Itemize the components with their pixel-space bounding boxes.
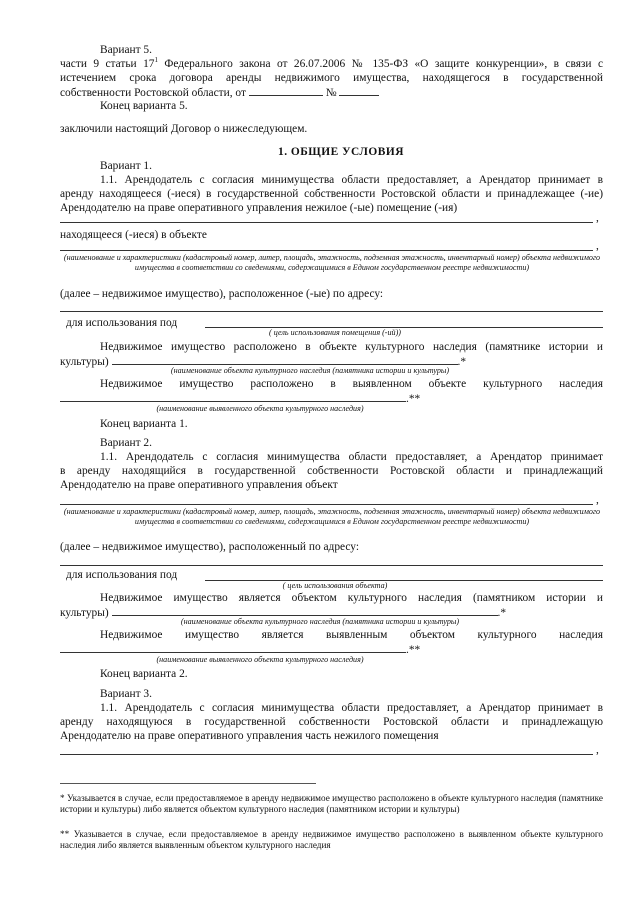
variant5-title: Вариант 5. <box>100 44 152 56</box>
caption-v1-object: (наименование и характеристики (кадастровый номер, литер, площадь, этажность, подземная этажность, инвентарный номер) объекта недвижимого имущества в соответствии со сведениями, содержащимися в Едином государственном реестре недвижимости) <box>63 253 601 272</box>
v1-heritage-star: .* <box>457 356 467 368</box>
variant2-line1: 1.1. Арендодатель с согласия минимущества области предоставляет, а Арендатор принимает <box>100 451 603 463</box>
v2-heritage-b-text: культуры) <box>60 607 109 619</box>
v2-heritage-star: .* <box>497 607 507 619</box>
date-blank[interactable] <box>249 86 323 96</box>
rule-v3-a <box>60 754 593 755</box>
variant1-line3: Арендодателю на праве оперативного управления нежилое (-ые) помещение (-ия) <box>60 202 458 214</box>
variant1-use: для использования под <box>66 317 178 329</box>
heritage-blank-v2[interactable] <box>112 606 498 616</box>
caption-v1-identified: (наименование выявленного объекта культурного наследия) <box>156 404 364 413</box>
variant5-line1 <box>60 58 603 71</box>
v5-p1-sup: 1 <box>154 56 158 65</box>
variant5-line2: истечением срока договора аренды недвижимого имущества, находящегося в государственной <box>60 72 603 84</box>
variant3-line1: 1.1. Арендодатель с согласия минимущества области предоставляет, а Арендатор принимает в <box>100 702 603 714</box>
concluded-text: заключили настоящий Договор о нижеследующем. <box>60 123 308 135</box>
variant2-identified: Недвижимое имущество является выявленным объектом культурного наследия <box>100 629 603 641</box>
variant1-line1: 1.1. Арендодатель с согласия минимущества области предоставляет, а Арендатор принимает в <box>100 174 603 186</box>
rule-v1-b <box>60 250 593 251</box>
identified-blank-v2[interactable] <box>60 643 406 653</box>
caption-v1-heritage: (наименование объекта культурного наследия (памятника истории и культуры) <box>170 366 450 375</box>
variant1-identified: Недвижимое имущество расположено в выявленном объекте культурного наследия <box>100 378 603 390</box>
v5-p1-rest: Федерального закона от 26.07.2006 № 135-ФЗ «О защите конкуренции», в связи с <box>157 58 604 70</box>
variant1-heritage-a: Недвижимое имущество расположено в объекте культурного наследия (памятнике истории и <box>100 341 603 353</box>
comma-v1-a: , <box>596 212 599 224</box>
v5-p3b: № <box>325 87 337 99</box>
caption-v2-identified: (наименование выявленного объекта культурного наследия) <box>156 655 364 664</box>
variant1-end: Конец варианта 1. <box>100 418 188 430</box>
variant2-end: Конец варианта 2. <box>100 668 188 680</box>
section-title: 1. ОБЩИЕ УСЛОВИЯ <box>278 146 404 158</box>
identified-blank-v1[interactable] <box>60 392 406 402</box>
footnote-2: ** Указывается в случае, если предоставляемое в аренду недвижимое имущество расположено в выявленном объекте культурного наследия либо является выявленным объектом культурного наследия <box>60 829 603 850</box>
variant2-line2: в аренду находящийся в государственной собственности Ростовской области и принадлежащий <box>60 465 603 477</box>
variant1-address: (далее – недвижимое имущество), расположенное (-ые) по адресу: <box>60 288 384 300</box>
variant2-heritage-a: Недвижимое имущество является объектом культурного наследия (памятником истории и <box>100 592 603 604</box>
caption-v2-heritage: (наименование объекта культурного наследия (памятника истории и культуры) <box>180 617 460 626</box>
variant5-line3 <box>60 86 379 100</box>
v1-heritage-b-text: культуры) <box>60 356 109 368</box>
variant3-line3: Арендодателю на праве оперативного управления часть нежилого помещения <box>60 730 439 742</box>
variant2-line3: Арендодателю на праве оперативного управления объект <box>60 479 338 491</box>
variant5-end: Конец варианта 5. <box>100 100 188 112</box>
rule-v1-address <box>60 311 603 312</box>
variant2-title: Вариант 2. <box>100 437 152 449</box>
v5-p1: части 9 статьи 17 <box>60 58 155 70</box>
comma-v3-a: , <box>596 744 599 756</box>
v1-identified-star: .** <box>406 393 421 405</box>
comma-v1-b: , <box>596 240 599 252</box>
variant3-line2: аренду находящуюся в государственной собственности Ростовской области и принадлежащую <box>60 716 603 728</box>
number-blank[interactable] <box>339 86 379 96</box>
heritage-blank-v1[interactable] <box>112 355 458 365</box>
rule-v2-address <box>60 565 603 566</box>
v5-p3a: собственности Ростовской области, от <box>60 87 246 99</box>
footnote-1: * Указывается в случае, если предоставляемое в аренду недвижимое имущество расположено в объекте культурного наследия (памятнике истории и культуры) либо является объектом культурного наследия (памятником истории и культуры) <box>60 793 603 814</box>
footnote-separator <box>60 783 316 784</box>
variant2-use: для использования под <box>66 569 178 581</box>
variant1-located: находящееся (-иеся) в объекте <box>60 229 207 241</box>
v2-identified-star: .** <box>406 644 421 656</box>
caption-v1-use: ( цель использования помещения (-ий)) <box>269 328 401 337</box>
caption-v2-object: (наименование и характеристики (кадастровый номер, литер, площадь, этажность, подземная этажность, инвентарный номер) объекта недвижимого имущества в соответствии со сведениями, содержащимися в Едином государственном реестре недвижимости) <box>63 507 601 526</box>
comma-v2-a: , <box>596 494 599 506</box>
variant1-title: Вариант 1. <box>100 160 152 172</box>
rule-v2-a <box>60 504 593 505</box>
caption-v2-use: ( цель использования объекта) <box>282 581 388 590</box>
variant3-title: Вариант 3. <box>100 688 152 700</box>
variant1-line2: аренду находящееся (-иеся) в государственной собственности Ростовской области и принадлежащее (-ие) <box>60 188 603 200</box>
variant2-address: (далее – недвижимое имущество), расположенный по адресу: <box>60 541 359 553</box>
rule-v1-a <box>60 222 593 223</box>
